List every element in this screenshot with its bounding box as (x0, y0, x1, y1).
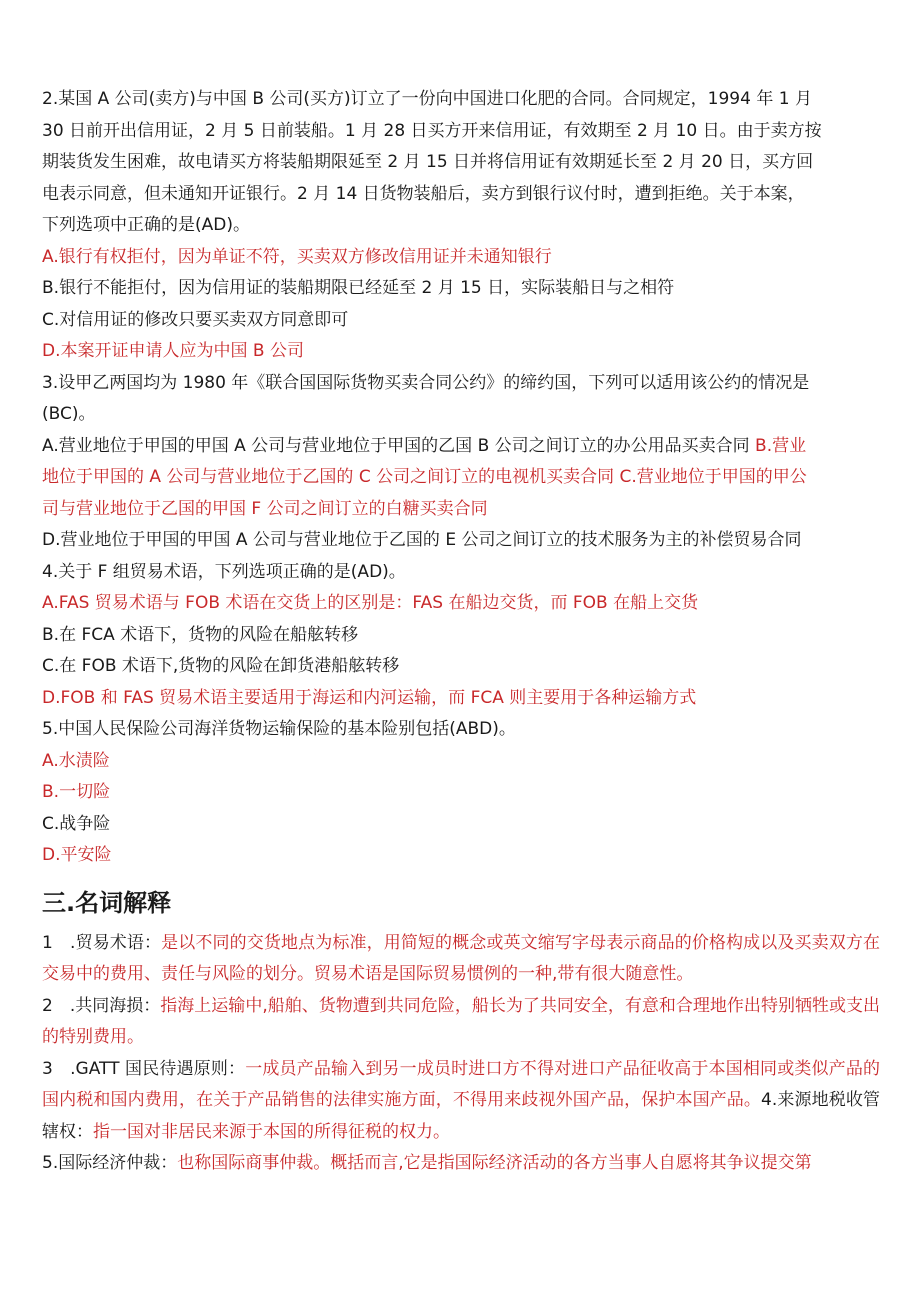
question-5-option-a: A.水渍险 (42, 750, 110, 771)
question-4-option-a: A.FAS 贸易术语与 FOB 术语在交货上的区别是：FAS 在船边交货，而 FOB 在船上交货 (42, 593, 699, 613)
term-4-definition: 指一国对非居民来源于本国的所得征税的权力。 (93, 1121, 450, 1142)
question-3-options-line-2 (42, 462, 880, 494)
term-2 (42, 991, 880, 1054)
term-5 (42, 1148, 880, 1180)
question-2-option-d: D.本案开证申请人应为中国 B 公司 (42, 341, 304, 361)
question-5-option-c: C.战争险 (42, 813, 111, 834)
term-3-definition: 一成员产品输入到另一成员时进口方不得对进口产品征收高于本国相同或类似产品的国内税和国内费用，在关于产品销售的法律实施方面，不得用来歧视外国产品，保护本国产品。 (42, 1058, 881, 1110)
question-2-stem-line: 期装货发生困难，故电请买方将装船期限延至 2 月 15 日并将信用证有效期延长至 2 月 20 日，买方回 (42, 152, 814, 172)
question-3-option-a: A.营业地位于甲国的甲国 A 公司与营业地位于甲国的乙国 B 公司之间订立的办公用品买卖合同 (42, 435, 756, 456)
question-3 (42, 368, 880, 557)
question-2-option-c: C.对信用证的修改只要买卖双方同意即可 (42, 309, 349, 330)
question-5 (42, 714, 880, 872)
question-3-option-b-end: 地位于甲国的 A 公司与营业地位于乙国的 C 公司之间订立的电视机买卖合同 (42, 467, 620, 487)
term-1-label: 1 .贸易术语： (42, 932, 162, 953)
term-2-definition: 指海上运输中,船舶、货物遭到共同危险，船长为了共同安全，有意和合理地作出特别牺牲或支出的特别费用。 (42, 995, 880, 1047)
question-3-option-b-start: B.营业 (755, 435, 807, 456)
question-4-option-b: B.在 FCA 术语下，货物的风险在船舷转移 (42, 624, 359, 645)
question-4-stem: 4.关于 F 组贸易术语，下列选项正确的是(AD)。 (42, 561, 406, 582)
question-3-option-d: D.营业地位于甲国的甲国 A 公司与营业地位于乙国的 E 公司之间订立的技术服务为主的补偿贸易合同 (42, 530, 802, 550)
question-3-option-c-end: 司与营业地位于乙国的甲国 F 公司之间订立的白糖买卖合同 (42, 498, 488, 519)
section-heading: 三.名词解释 (42, 888, 172, 917)
question-2-stem-line: 下列选项中正确的是(AD)。 (42, 215, 250, 235)
question-4 (42, 557, 880, 715)
term-3-and-4 (42, 1054, 880, 1149)
question-2-stem-line: 30 日前开出信用证，2 月 5 日前装船。1 月 28 日买方开来信用证，有效期至 2 月 10 日。由于卖方按 (42, 120, 822, 141)
document-page (42, 84, 880, 1180)
term-1 (42, 928, 880, 991)
term-1-definition: 是以不同的交货地点为标准，用简短的概念或英文缩写字母表示商品的价格构成以及买卖双方在交易中的费用、责任与风险的划分。贸易术语是国际贸易惯例的一种,带有很大随意性。 (42, 932, 880, 984)
question-5-stem: 5.中国人民保险公司海洋货物运输保险的基本险别包括(ABD)。 (42, 719, 516, 739)
question-3-option-c-start: C.营业地位于甲国的甲公 (619, 467, 807, 487)
question-2-stem-line: 电表示同意，但未通知开证银行。2 月 14 日货物装船后，卖方到银行议付时，遭到拒绝。关于本案， (42, 183, 805, 204)
question-2-option-b: B.银行不能拒付，因为信用证的装船期限已经延至 2 月 15 日，实际装船日与之相符 (42, 278, 675, 298)
question-3-stem-line: (BC)。 (42, 404, 96, 424)
term-3-label: 3 .GATT 国民待遇原则： (42, 1058, 246, 1079)
term-definitions (42, 928, 880, 1180)
term-2-label: 2 .共同海损： (42, 995, 161, 1016)
term-4-label: 4.来源地税收管辖权： (42, 1090, 880, 1142)
term-5-definition: 也称国际商事仲裁。概括而言,它是指国际经济活动的各方当事人自愿将其争议提交第 (177, 1153, 812, 1173)
question-3-options-line-1 (42, 431, 880, 463)
question-5-option-b: B.一切险 (42, 782, 111, 802)
question-5-option-d: D.平安险 (42, 845, 112, 865)
question-2 (42, 84, 880, 368)
term-5-label: 5.国际经济仲裁： (42, 1153, 178, 1173)
question-4-option-c: C.在 FOB 术语下,货物的风险在卸货港船舷转移 (42, 656, 400, 676)
question-2-stem-line: 2.某国 A 公司(卖方)与中国 B 公司(买方)订立了一份向中国进口化肥的合同。合同规定，1994 年 1 月 (42, 89, 812, 109)
question-3-stem-line: 3.设甲乙两国均为 1980 年《联合国国际货物买卖合同公约》的缔约国，下列可以适用该公约的情况是 (42, 372, 810, 393)
question-2-option-a: A.银行有权拒付，因为单证不符，买卖双方修改信用证并未通知银行 (42, 246, 552, 267)
question-4-option-d: D.FOB 和 FAS 贸易术语主要适用于海运和内河运输，而 FCA 则主要用于各种运输方式 (42, 687, 697, 708)
